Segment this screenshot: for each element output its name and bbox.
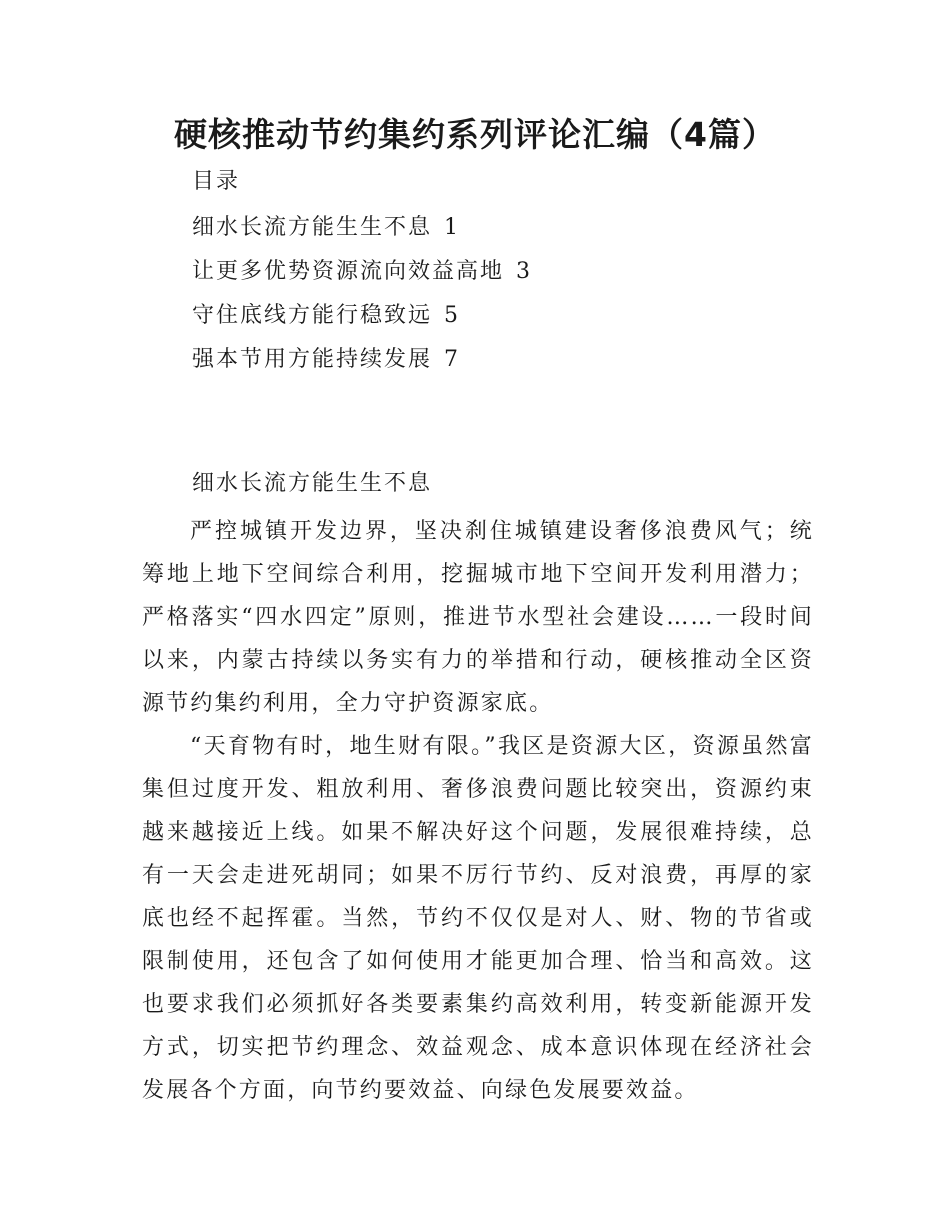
toc-entry-label: 强本节用方能持续发展: [192, 347, 433, 372]
toc-entry: [192, 250, 530, 294]
toc-entry-page: 1: [444, 215, 459, 240]
toc-entry-label: 让更多优势资源流向效益高地: [192, 259, 505, 284]
toc-entry-page: 3: [516, 259, 531, 284]
toc-entry-page: 5: [444, 303, 459, 328]
section-body: [142, 510, 814, 1112]
toc-heading: 目录: [192, 169, 241, 194]
toc-entry: [192, 294, 530, 338]
toc-entry: [192, 206, 530, 250]
table-of-contents: [192, 206, 530, 382]
toc-entry-label: 守住底线方能行稳致远: [192, 303, 433, 328]
body-paragraph: “天育物有时，地生财有限。”我区是资源大区，资源虽然富集但过度开发、粗放利用、奢侈浪费问题比较突出，资源约束越来越接近上线。如果不解决好这个问题，发展很难持续，总有一天会走进死胡同；如果不厉行节约、反对浪费，再厚的家底也经不起挥霍。当然，节约不仅仅是对人、财、物的节省或限制使用，还包含了如何使用才能更加合理、恰当和高效。这也要求我们必须抓好各类要素集约高效利用，转变新能源开发方式，切实把节约理念、效益观念、成本意识体现在经济社会发展各个方面，向节约要效益、向绿色发展要效益。: [142, 734, 814, 1103]
toc-entry-label: 细水长流方能生生不息: [192, 215, 433, 240]
section-heading: 细水长流方能生生不息: [192, 471, 433, 496]
toc-entry: [192, 338, 530, 382]
toc-entry-page: 7: [444, 347, 459, 372]
document-title: 硬核推动节约集约系列评论汇编（4篇）: [174, 115, 776, 154]
body-paragraph: 严控城镇开发边界，坚决刹住城镇建设奢侈浪费风气；统筹地上地下空间综合利用，挖掘城市地下空间开发利用潜力；严格落实“四水四定”原则，推进节水型社会建设……一段时间以来，内蒙古持续以务实有力的举措和行动，硬核推动全区资源节约集约利用，全力守护资源家底。: [142, 519, 814, 716]
